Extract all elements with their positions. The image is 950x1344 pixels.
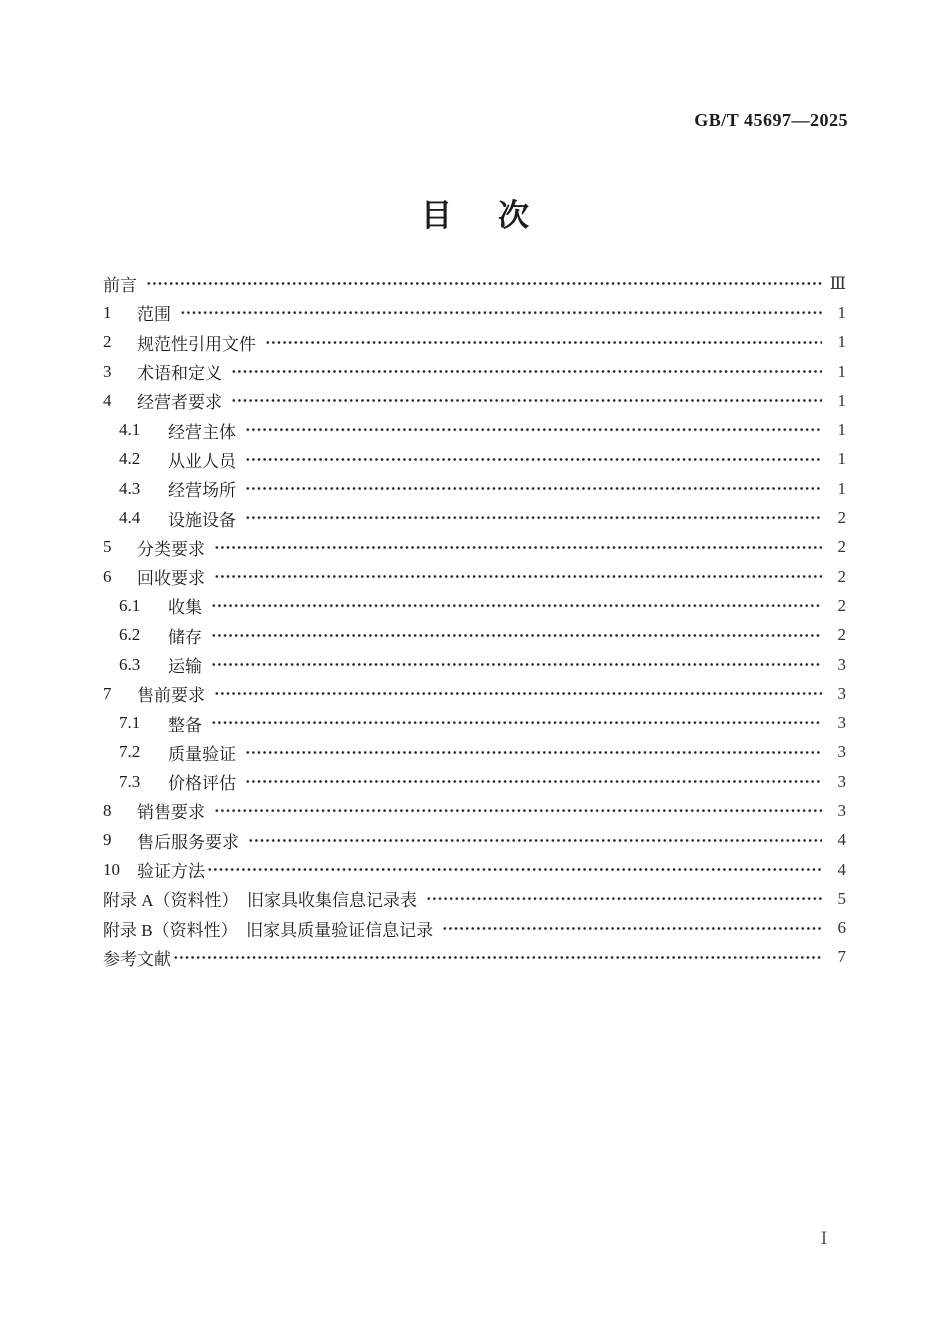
toc-entry-label: 分类要求 [137, 539, 205, 559]
toc-row [103, 269, 846, 298]
toc-entry-page-number: 1 [837, 449, 846, 469]
toc-entry-number: 3 [103, 361, 112, 381]
toc-row [103, 679, 846, 708]
toc-entry-label: 质量验证 [168, 744, 236, 764]
toc-entry-page-number: 4 [837, 859, 846, 879]
dot-leader [210, 591, 822, 620]
toc-entry-page-number: 1 [837, 420, 846, 440]
toc-row [103, 621, 846, 650]
toc-entry-label: 售后服务要求 [137, 832, 239, 852]
toc-entry-number: 4.3 [119, 478, 141, 498]
dot-leader [230, 386, 822, 415]
toc-entry-page-number: 2 [837, 625, 846, 645]
page-title-char-1: 目 [421, 198, 452, 233]
toc-entry-page-number: 3 [837, 654, 846, 674]
dot-leader [179, 298, 822, 327]
dot-leader [244, 474, 822, 503]
dot-leader [230, 357, 822, 386]
toc-row [103, 796, 846, 825]
dot-leader [145, 269, 822, 298]
toc-row [103, 445, 846, 474]
dot-leader [244, 738, 822, 767]
toc-entry-number: 6.2 [119, 625, 141, 645]
footer-page-number: Ⅰ [820, 1229, 828, 1248]
dot-leader [441, 914, 822, 943]
toc-entry-page-number: 2 [837, 537, 846, 557]
dot-leader [244, 415, 822, 444]
toc-entry-number: 7.2 [119, 742, 141, 762]
toc-entry-page-number: 7 [837, 947, 846, 967]
toc-entry-label: 附录 A（资料性） 旧家具收集信息记录表 [103, 891, 418, 911]
toc-entry-page-number: 1 [837, 361, 846, 381]
toc-entry-number: 4.1 [119, 420, 141, 440]
toc-row [103, 943, 846, 972]
toc-entry-number: 7 [103, 683, 112, 703]
toc-row [103, 884, 846, 913]
toc-entry-label: 储存 [168, 627, 202, 647]
toc-entry-label: 术语和定义 [137, 364, 222, 384]
toc-entry-label: 经营主体 [168, 422, 236, 442]
page-title-char-2: 次 [498, 198, 529, 233]
toc-entry-number: 7.3 [119, 771, 141, 791]
dot-leader [213, 796, 822, 825]
toc-entry-number: 4.2 [119, 449, 141, 469]
toc-entry-label: 售前要求 [137, 686, 205, 706]
dot-leader [172, 943, 822, 972]
toc-entry-label: 整备 [168, 715, 202, 735]
toc-entry-page-number: 2 [837, 508, 846, 528]
toc-row [103, 503, 846, 532]
dot-leader [213, 562, 822, 591]
toc-entry-label: 参考文献 [103, 949, 171, 969]
toc-entry-label: 附录 B（资料性） 旧家具质量验证信息记录 [103, 920, 434, 940]
toc-entry-number: 1 [103, 302, 112, 322]
toc-entry-number: 4 [103, 390, 112, 410]
toc-entry-page-number: 3 [837, 800, 846, 820]
toc-entry-page-number: 1 [837, 302, 846, 322]
dot-leader [213, 679, 822, 708]
toc-entry-page-number: 1 [837, 478, 846, 498]
toc-entry-number: 6 [103, 566, 112, 586]
dot-leader [206, 855, 822, 884]
toc-row [103, 738, 846, 767]
toc-row [103, 591, 846, 620]
toc-entry-label: 价格评估 [168, 774, 236, 794]
toc-row [103, 533, 846, 562]
toc-entry-label: 回收要求 [137, 569, 205, 589]
toc-entry-page-number: 4 [837, 830, 846, 850]
toc-row [103, 298, 846, 327]
toc-entry-number: 4.4 [119, 508, 141, 528]
toc-entry-label: 从业人员 [168, 451, 236, 471]
toc-row [103, 708, 846, 737]
dot-leader [425, 884, 822, 913]
toc-entry-label: 验证方法 [137, 862, 205, 882]
dot-leader [213, 533, 822, 562]
toc-row [103, 415, 846, 444]
toc-entry-label: 前言 [103, 276, 137, 296]
dot-leader [210, 621, 822, 650]
dot-leader [264, 328, 822, 357]
toc-entry-label: 设施设备 [168, 510, 236, 530]
toc-entry-label: 收集 [168, 598, 202, 618]
dot-leader [244, 767, 822, 796]
toc-entry-number: 5 [103, 537, 112, 557]
toc-entry-label: 运输 [168, 657, 202, 676]
toc-row [103, 767, 846, 796]
toc-entry-page-number: 6 [837, 918, 846, 938]
toc-entry-label: 销售要求 [137, 803, 205, 823]
standard-number-header: GB/T 45697—2025 [694, 110, 848, 130]
toc-entry-label: 范围 [137, 305, 171, 325]
toc-entry-page-number: 1 [837, 332, 846, 352]
toc-row [103, 328, 846, 357]
toc-row [103, 562, 846, 591]
toc-entry-number: 6.3 [119, 654, 141, 674]
toc-entry-page-number: 5 [837, 888, 846, 908]
dot-leader [210, 650, 822, 679]
toc-row [103, 855, 846, 884]
dot-leader [244, 445, 822, 474]
toc-entry-page-number: Ⅲ [829, 273, 846, 293]
dot-leader [247, 826, 822, 855]
toc-entry-page-number: 3 [837, 742, 846, 762]
toc-entry-page-number: 3 [837, 683, 846, 703]
toc-entry-label: 规范性引用文件 [137, 334, 256, 354]
toc-row [103, 826, 846, 855]
toc-list [103, 269, 846, 972]
toc-entry-number: 9 [103, 830, 112, 850]
toc-entry-page-number: 3 [837, 713, 846, 733]
toc-entry-page-number: 3 [837, 771, 846, 791]
toc-row [103, 357, 846, 386]
toc-entry-page-number: 2 [837, 566, 846, 586]
dot-leader [210, 708, 822, 737]
toc-entry-number: 8 [103, 800, 112, 820]
toc-row [103, 474, 846, 503]
toc-row [103, 914, 846, 943]
toc-entry-number: 7.1 [119, 713, 141, 733]
toc-entry-number: 6.1 [119, 595, 141, 615]
dot-leader [244, 503, 822, 532]
toc-row [103, 650, 846, 679]
toc-entry-number: 2 [103, 332, 112, 352]
toc-entry-label: 经营者要求 [137, 393, 222, 413]
page-title [0, 190, 950, 235]
toc-entry-number: 10 [103, 859, 120, 879]
toc-entry-label: 经营场所 [168, 481, 236, 501]
toc-row [103, 386, 846, 415]
toc-entry-page-number: 2 [837, 595, 846, 615]
toc-entry-page-number: 1 [837, 390, 846, 410]
